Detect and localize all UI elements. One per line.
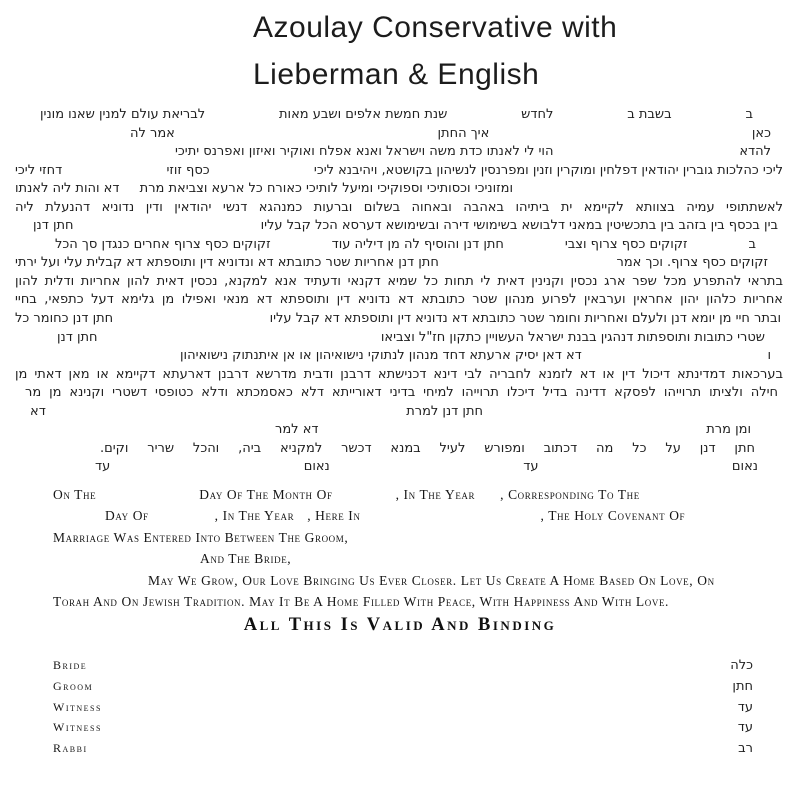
hebrew-segment: ובתר חיי מן יומא דנן ולעלם ואחריות וחומר שטר כתובתא דא נדוניא דין ותוספתא דא קבל עליו [269,311,781,327]
hebrew-segment: דא והות ליה לאנתו [15,181,120,197]
valid-binding-headline: All This Is Valid And Binding [243,615,557,635]
hebrew-line [15,421,783,440]
english-segment: , In The Year [214,508,295,524]
hebrew-segment: עד [523,459,539,475]
signature-label-hebrew: כלה [730,658,753,673]
signature-label-english: Rabbi [53,741,88,756]
signature-label-hebrew: עד [737,720,753,736]
signature-label-english: Groom [53,678,94,693]
english-line [53,484,759,505]
fill-in-blank-space [475,498,500,499]
hebrew-segment: להדא [739,144,771,160]
signature-row-groom [53,679,753,700]
english-line [53,570,759,591]
hebrew-segment: איך החתן [437,125,490,141]
hebrew-segment: בין בכסף בין בזהב בין בתכשיטין במאני דלבושא בשימושי דירה ובשימושא דערסא הכל קבל עליו [260,218,778,234]
document-title [253,4,617,98]
signature-row-witness-2 [53,720,753,741]
fill-in-blank-space [96,498,199,499]
hebrew-segment: בשבת ב [627,107,672,122]
english-segment: , Corresponding To The [500,487,640,502]
hebrew-line [15,440,783,459]
hebrew-segment: חתן דנן על כל מה דכתוב ומפורש לעיל במנא דכשר למקניא ביה, והכל שריר וקים. [100,440,755,456]
hebrew-segment: חתן דנן [33,218,74,234]
hebrew-segment: בערכאות דמדינתא דיכול דין או דא לזמנא לחבריה לבי דינא דכנישתא דרבנן ודבית מדרשא דרבנן דארעתא דקיימא או מאן דאתי מן [15,366,783,382]
hebrew-segment: זקוקים כסף צרוף. וכך אמר [616,255,768,271]
hebrew-line [15,347,783,366]
hebrew-segment: נאום [303,459,330,475]
english-segment: May We Grow, Our Love Bringing Us Ever Closer. Let Us Create A Home Based On Love, On [148,572,715,588]
hebrew-line [15,403,783,422]
hebrew-text-block [15,106,783,477]
hebrew-line [15,291,783,310]
hebrew-segment: בתראי להתפרע מכל שפר ארג נכסין וקנינין דאית לי תחות כל שמיא דקנאי ודעתיד אנא למקנא, נכסין דאית להון אחריות ודלית להון [15,273,783,289]
hebrew-line [15,143,783,162]
hebrew-segment: ומזוניכי וכסותיכי וספוקיכי ומיעל לותיכי כאורח כל ארעא וצביאת מרת [139,181,513,197]
signature-label-hebrew: עד [737,699,753,715]
signature-label-english: Bride [53,658,88,672]
hebrew-segment: דחזי ליכי [15,162,63,178]
fill-in-blank-space [360,519,540,520]
english-segment: Torah And On Jewish Tradition. May It Be A Home Filled With Peace, With Happiness And With Love. [53,593,670,609]
hebrew-segment: זקוקים כסף צרוף אחרים כנגדן סך הכל [55,236,271,252]
english-text-block [53,484,759,612]
hebrew-segment: חתן דנן למרת [406,403,483,419]
english-segment: , In The Year [395,487,476,502]
hebrew-line [15,180,783,199]
hebrew-line [15,384,783,403]
signature-label-hebrew: חתן [732,678,753,694]
english-segment: And The Bride, [200,551,292,567]
hebrew-segment: חילה ולציתו תרוייהו לפסקא דדינה בדיל דיכלו תרוייהו למיחי בדיני דאורייתא דלא כאסמכתא ודלא כטופסי דשטרי וקנינא מן מר [25,385,778,401]
hebrew-line [15,162,783,181]
hebrew-segment: נאום [731,459,758,475]
english-segment: Marriage Was Entered Into Between The Groom, [53,529,349,545]
hebrew-line [15,458,783,477]
hebrew-segment: ומן מרת [706,422,751,438]
hebrew-segment: לבריאת עולם למנין שאנו מונין [40,107,206,122]
hebrew-line [15,199,783,218]
hebrew-line [15,254,783,273]
hebrew-segment: ו [767,348,771,364]
hebrew-line [15,106,783,125]
hebrew-segment: חתן דנן אחריות שטר כתובתא דא ונדוניא דין ותוספתא דא קבלית עלי ועל ירתי [15,255,439,271]
hebrew-segment: לחדש [521,107,554,122]
hebrew-segment: שטרי כתובות ותוספתות דנהגין בבנת ישראל העשויין כתקון חז"ל וצביאו [380,329,765,345]
hebrew-segment: שנת חמשת אלפים ושבע מאות [279,107,448,122]
english-line [53,527,759,548]
hebrew-segment: ליכי כהלכות גוברין יהודאין דפלחין ומוקרין וזנין ומפרנסין לנשיהון בקושטא, ויהיבנא ליכי [313,162,783,178]
signature-label-hebrew: רב [738,741,753,757]
english-segment: On The [53,487,97,502]
hebrew-segment: זקוקים כסף צרוף וצבי [564,236,688,252]
hebrew-segment: לאשתתופי עמיה בצוותא לקיימא ית ביתיהו באהבה ובאחוה בשלום וברעות כמנהגא דנשי יהודאין ודין נדוניא דהנעלת ליה [15,199,783,215]
fill-in-blank-space [294,519,307,520]
signature-label-english: Witness [53,699,102,714]
hebrew-segment: אמר לה [130,125,175,141]
signature-row-rabbi [53,741,753,762]
english-segment: Day Of [105,508,149,524]
hebrew-line [15,217,783,236]
hebrew-segment: כסף זוזי [166,162,210,178]
hebrew-segment: ב [748,236,756,252]
hebrew-line [15,329,783,348]
hebrew-segment: ב [745,107,753,122]
hebrew-segment: חתן דנן והוסיף לה מן דיליה עוד [331,236,504,252]
english-line [53,505,759,526]
hebrew-segment: חתן דנן [57,329,98,345]
fill-in-blank-space [149,519,215,520]
hebrew-segment: כאן [751,125,771,141]
hebrew-segment: דא [30,403,46,419]
fill-in-blank-space [333,498,396,499]
signature-label-english: Witness [53,720,102,735]
hebrew-segment: עד [95,459,111,475]
hebrew-line [15,125,783,144]
hebrew-segment: אחריות כלהון יהון אחראין וערבאין לפרוע מנהון שטר כתובתא דא נדוניא דין ותוספתא דא מנאי ואפילו מן גלימא דעל כתפאי, בחיי [15,292,783,308]
hebrew-line [15,236,783,255]
hebrew-segment: הוי לי לאנתו כדת משה וישראל ואנא אפלח ואוקיר ואיזון ואפרנס יתיכי [175,144,554,160]
hebrew-line [15,310,783,329]
hebrew-segment: דא דאן יסיק ארעתא דחד מנהון לנתוקי נישואיהון או אן איתנתוק נישואיהון [180,348,582,364]
english-line [53,591,759,612]
signature-row-witness [53,700,753,721]
document-title-line1: Azoulay Conservative with [253,11,618,44]
english-line [53,548,759,569]
english-segment: , The Holy Covenant Of [540,508,686,524]
hebrew-line [15,366,783,385]
document-title-line2: Lieberman & English [253,58,540,91]
signature-block [53,658,753,762]
english-segment: , Here In [307,508,361,524]
english-segment: Day Of The Month Of [199,487,333,502]
hebrew-segment: חתן דנן כחומר כל [15,311,114,327]
hebrew-segment: דא למר [275,422,319,438]
hebrew-line [15,273,783,292]
signature-row-bride [53,658,753,679]
